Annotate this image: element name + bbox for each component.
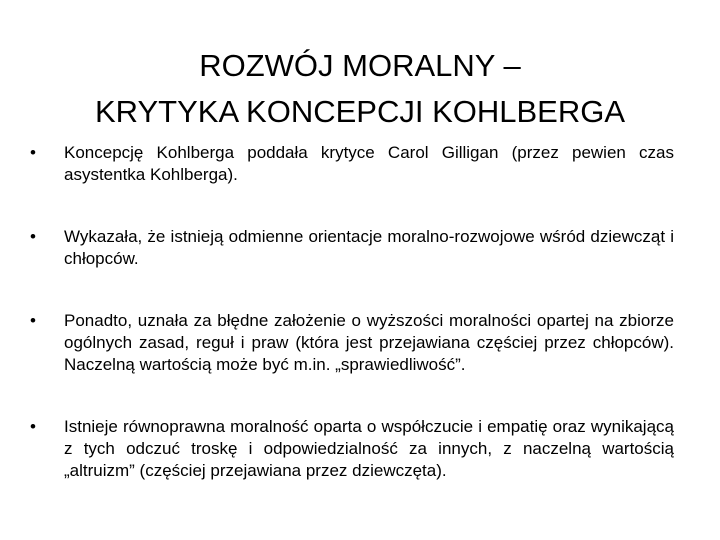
bullet-marker: • [30,417,36,436]
title-line-2: KRYTYKA KONCEPCJI KOHLBERGA [94,93,626,129]
bullet-marker: • [30,227,36,246]
bullet-text: Koncepcję Kohlberga poddała krytyce Carol Gilligan (przez pewien czas asystentka Kohlberga). [64,143,674,184]
bullet-marker: • [30,311,36,330]
bullet-list [30,142,674,482]
bullet-text: Ponadto, uznała za błędne założenie o wyższości moralności opartej na zbiorze ogólnych zasad, reguł i praw (która jest przejawiana częściej przez chłopców). Naczelną wartością może być m.in. „sprawiedliwość”. [64,311,674,374]
page-title [40,43,680,135]
bullet-item [30,310,674,376]
bullet-text: Wykazała, że istnieją odmienne orientacje moralno-rozwojowe wśród dziewcząt i chłopców. [64,227,674,268]
title-line-1: ROZWÓJ MORALNY – [199,47,521,83]
bullet-item [30,226,674,270]
bullet-item [30,416,674,482]
bullet-marker: • [30,143,36,162]
bullet-text: Istnieje równoprawna moralność oparta o współczucie i empatię oraz wynikającą z tych odczuć troskę i odpowiedzialność za innych, z naczelną wartością „altruizm” (częściej przejawiana przez dziewczęta). [64,417,674,480]
bullet-item [30,142,674,186]
